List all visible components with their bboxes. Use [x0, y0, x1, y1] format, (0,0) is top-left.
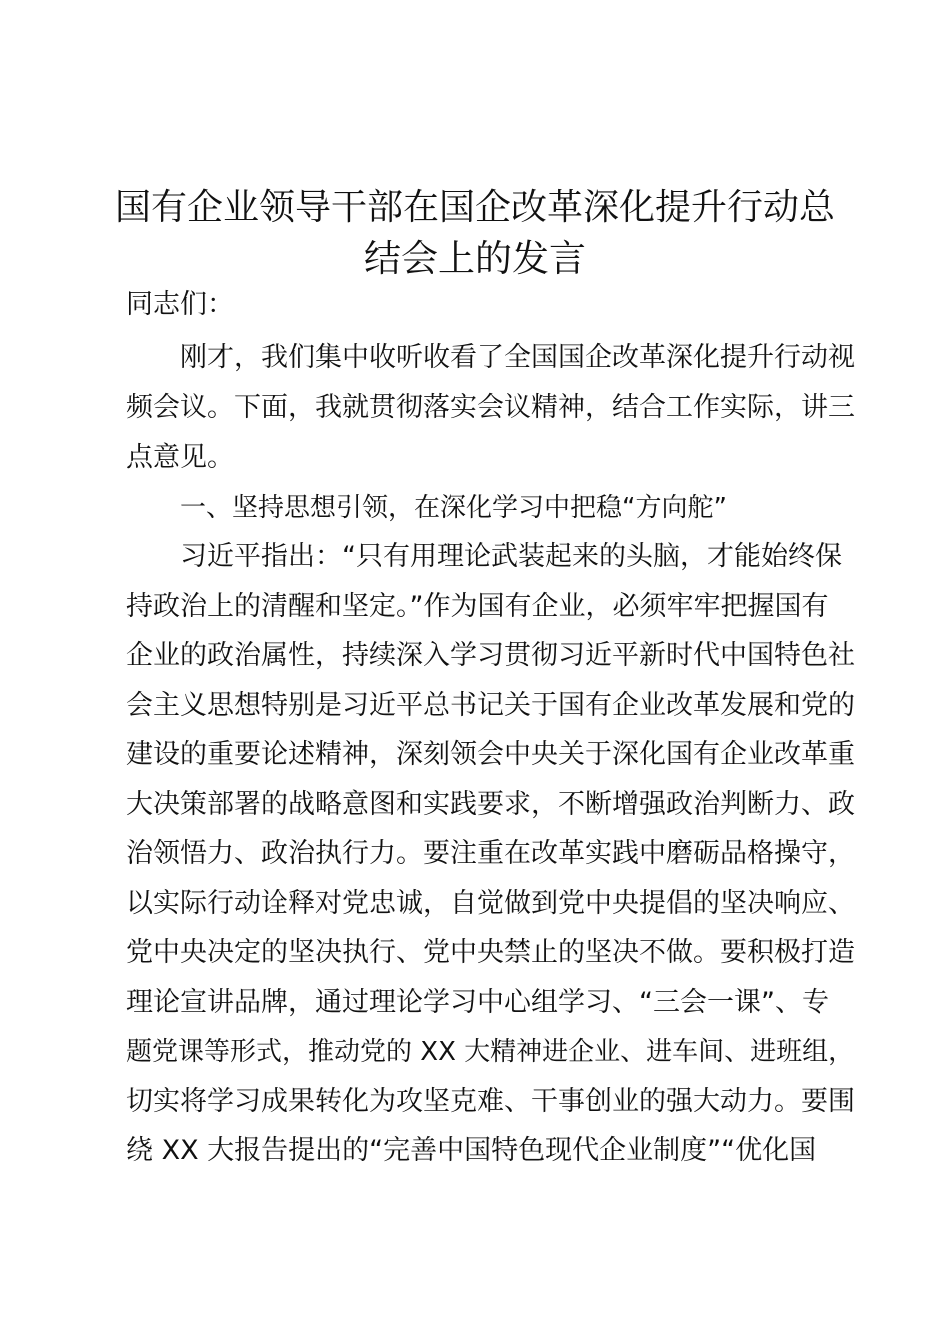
- body-line: 企业的政治属性，持续深入学习贯彻习近平新时代中国特色社: [126, 640, 855, 671]
- section-heading: 一、坚持思想引领，在深化学习中把稳“方向舵”: [180, 493, 727, 523]
- body-line: 绕 XX 大报告提出的“完善中国特色现代企业制度”“优化国: [126, 1135, 817, 1166]
- body-line: 大决策部署的战略意图和实践要求，不断增强政治判断力、政: [126, 789, 855, 820]
- body-line: 以实际行动诠释对党忠诚，自觉做到党中央提倡的坚决响应、: [126, 888, 855, 919]
- body-line: 党中央决定的坚决执行、党中央禁止的坚决不做。要积极打造: [126, 937, 855, 968]
- salutation: 同志们：: [126, 289, 234, 320]
- intro-line: 刚才，我们集中收听收看了全国国企改革深化提升行动视: [180, 342, 855, 373]
- document-title-line-2: 结会上的发言: [364, 237, 586, 280]
- body-line: 持政治上的清醒和坚定。”作为国有企业，必须牢牢把握国有: [126, 591, 829, 622]
- intro-line: 频会议。下面，我就贯彻落实会议精神，结合工作实际，讲三: [126, 392, 855, 423]
- intro-line: 点意见。: [126, 442, 234, 473]
- body-line: 会主义思想特别是习近平总书记关于国有企业改革发展和党的: [126, 690, 855, 721]
- body-line: 题党课等形式，推动党的 XX 大精神进企业、进车间、进班组，: [126, 1037, 855, 1067]
- body-line: 建设的重要论述精神，深刻领会中央关于深化国有企业改革重: [126, 739, 855, 770]
- body-line: 习近平指出：“只有用理论武装起来的头脑，才能始终保: [180, 541, 842, 572]
- body-line: 切实将学习成果转化为攻坚克难、干事创业的强大动力。要围: [126, 1086, 855, 1117]
- document-title-line-1: 国有企业领导干部在国企改革深化提升行动总: [114, 187, 835, 228]
- body-line: 治领悟力、政治执行力。要注重在改革实践中磨砺品格操守，: [126, 838, 855, 869]
- body-line: 理论宣讲品牌，通过理论学习中心组学习、“三会一课”、专: [126, 987, 829, 1018]
